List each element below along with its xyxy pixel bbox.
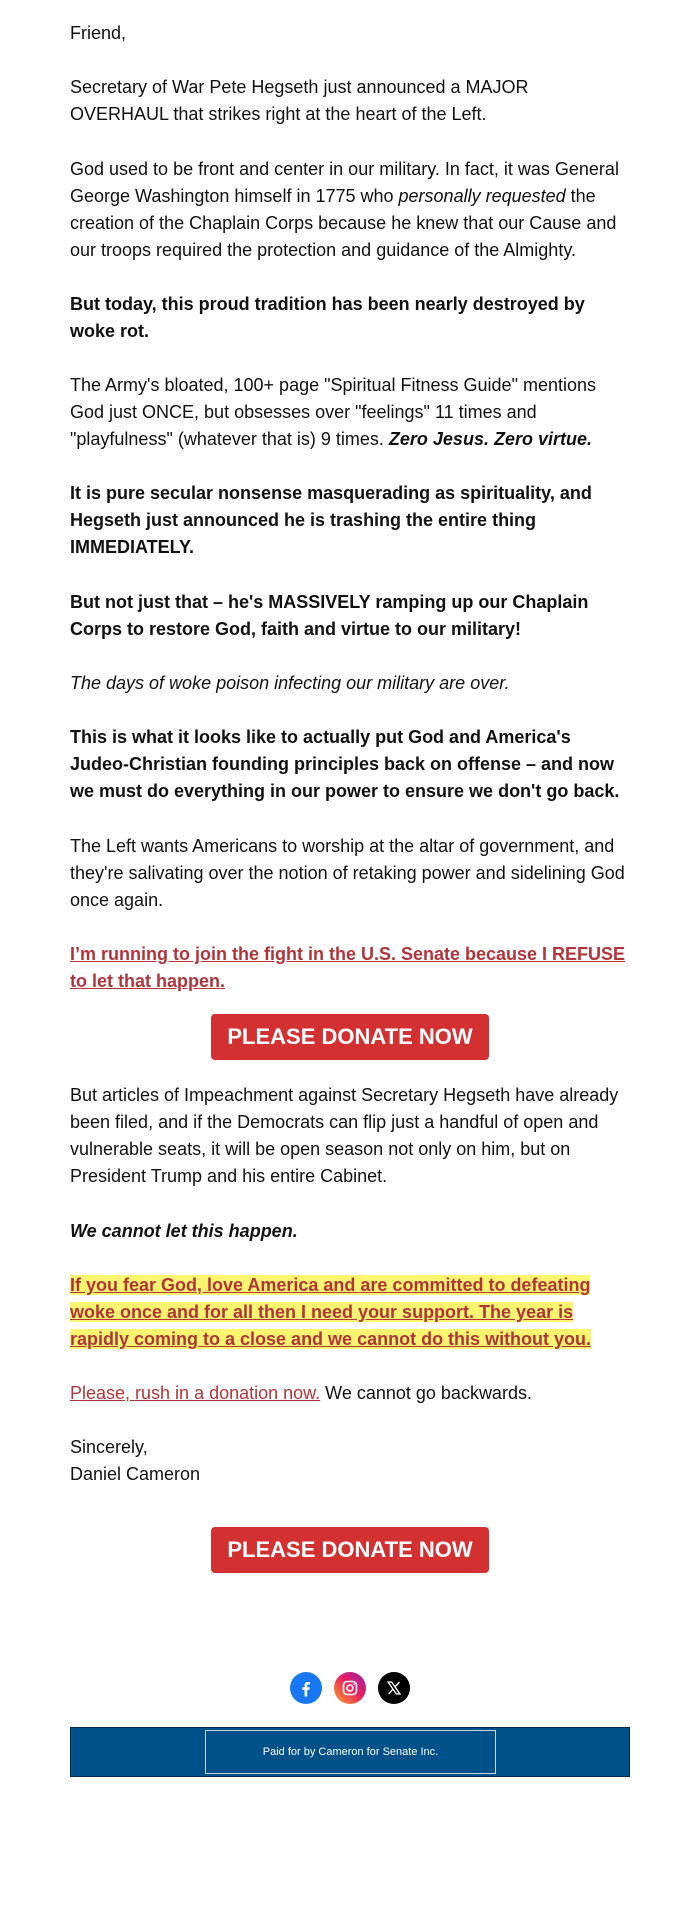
donate-button-1-wrap bbox=[70, 1014, 630, 1060]
paid-for-disclaimer: Paid for by Cameron for Senate Inc. bbox=[205, 1730, 496, 1774]
history-text-b: the creation of the Chaplain Corps because he knew that our Cause and our troops required the protection and guidance of the Almighty. bbox=[70, 186, 617, 260]
facebook-icon[interactable] bbox=[290, 1672, 322, 1704]
history-emphasis: personally requested bbox=[398, 186, 566, 206]
donate-button[interactable]: PLEASE DONATE NOW bbox=[211, 1527, 489, 1573]
fitness-guide-emphasis: Zero Jesus. Zero virtue. bbox=[388, 429, 592, 449]
donate-button-2-wrap bbox=[70, 1527, 630, 1573]
paragraph-woke-over: The days of woke poison infecting our military are over. bbox=[70, 673, 510, 693]
x-icon[interactable] bbox=[378, 1672, 410, 1704]
instagram-icon[interactable] bbox=[334, 1672, 366, 1704]
paragraph-woke-rot: But today, this proud tradition has been nearly destroyed by woke rot. bbox=[70, 294, 585, 341]
greeting: Friend, bbox=[70, 23, 127, 43]
paragraph-announcement: Secretary of War Pete Hegseth just announced a MAJOR OVERHAUL that strikes right at the heart of the Left. bbox=[70, 77, 529, 124]
rush-donation-link[interactable]: Please, rush in a donation now. bbox=[70, 1383, 321, 1403]
footer bbox=[70, 1727, 630, 1777]
signature: Daniel Cameron bbox=[70, 1464, 201, 1484]
paragraph-impeachment: But articles of Impeachment against Secretary Hegseth have already been filed, and if the Democrats can flip just a handful of open and vulnerable seats, it will be open season not only on him, but on President Trump and his entire Cabinet. bbox=[70, 1085, 619, 1186]
paragraph-left-wants: The Left wants Americans to worship at the altar of government, and they're salivating over the notion of retaking power and sidelining God once again. bbox=[70, 836, 625, 910]
paragraph-chaplain-corps: But not just that – he's MASSIVELY ramping up our Chaplain Corps to restore God, faith and virtue to our military! bbox=[70, 592, 589, 639]
paragraph-cannot-let: We cannot let this happen. bbox=[70, 1221, 298, 1241]
paragraph-secular-nonsense: It is pure secular nonsense masquerading as spirituality, and Hegseth just announced he is trashing the entire thing IMMEDIATELY. bbox=[70, 483, 592, 557]
paragraph-senate-run bbox=[70, 941, 630, 995]
paragraph-founding-principles: This is what it looks like to actually put God and America's Judeo-Christian founding principles back on offense – and now we must do everything in our power to ensure we don't go back. bbox=[70, 727, 620, 801]
signoff: Sincerely, bbox=[70, 1437, 148, 1457]
paragraph-history bbox=[70, 156, 630, 264]
fitness-guide-text: The Army's bloated, 100+ page "Spiritual Fitness Guide" mentions God just ONCE, but obsesses over "feelings" 11 times and "playfulness" (whatever that is) 9 times. bbox=[70, 375, 596, 449]
senate-run-link[interactable]: I’m running to join the fight in the U.S. Senate because I REFUSE to let that happen. bbox=[70, 944, 626, 991]
donate-button[interactable]: PLEASE DONATE NOW bbox=[211, 1014, 489, 1060]
paragraph-rush-donation bbox=[70, 1380, 630, 1407]
paragraph-support-appeal bbox=[70, 1272, 630, 1353]
history-text-a: God used to be front and center in our military. In fact, it was General George Washington himself in 1775 who bbox=[70, 159, 619, 206]
paragraph-fitness-guide bbox=[70, 372, 630, 453]
support-appeal-link[interactable]: If you fear God, love America and are committed to defeating woke once and for all then I need your support. The year is rapidly coming to a close and we cannot do this without you. bbox=[70, 1275, 592, 1349]
social-links bbox=[0, 1672, 700, 1704]
rush-donation-rest: We cannot go backwards. bbox=[320, 1383, 532, 1403]
